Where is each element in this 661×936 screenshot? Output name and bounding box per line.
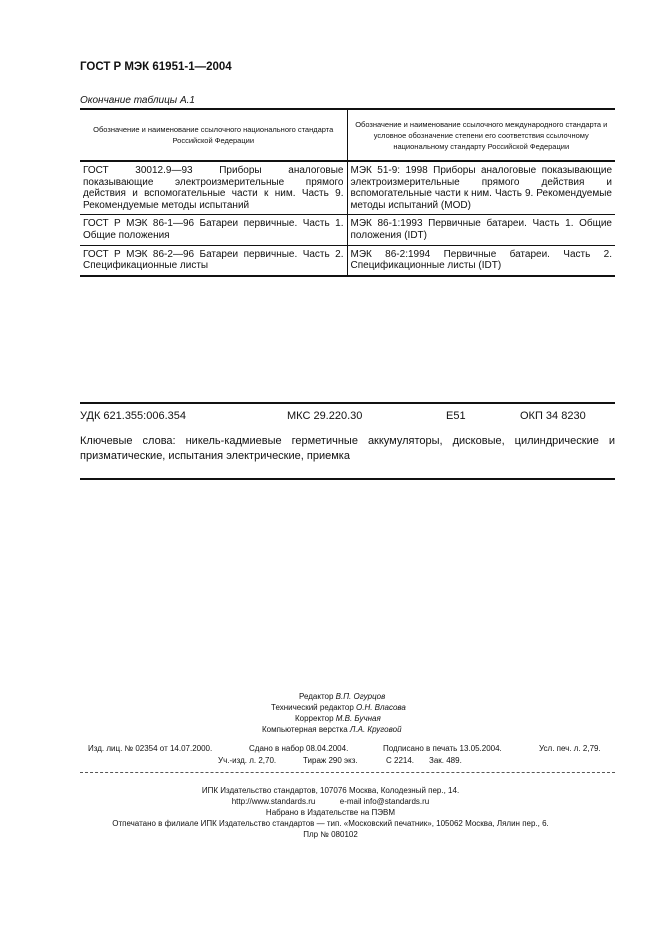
international-standard-cell: МЭК 86-1:1993 Первичные батареи. Часть 1. Общие положения (IDT) (347, 215, 615, 245)
publisher-email: e-mail info@standards.ru (339, 797, 430, 806)
set-date: Сдано в набор 08.04.2004. (249, 744, 349, 753)
table-row (80, 245, 615, 276)
publishing-divider (80, 772, 615, 773)
okp-code: ОКП 34 8230 (520, 410, 586, 422)
typeset-note: Набрано в Издательстве на ПЭВМ (265, 808, 396, 817)
credit-name: О.Н. Власова (356, 703, 406, 712)
udk-code: УДК 621.355:006.354 (80, 410, 186, 422)
table-row (80, 215, 615, 245)
credit-name: Л.А. Круговой (349, 725, 402, 734)
national-standard-cell: ГОСТ 30012.9—93 Приборы аналоговые показывающие электроизмерительные прямого действия и вспомогательные части к ним. Часть 9. Рекомендуемые методы испытаний (80, 161, 347, 215)
credit-name: В.П. Огурцов (335, 692, 386, 701)
classification-divider (80, 402, 615, 404)
print-sheets: Усл. печ. л. 2,79. (539, 744, 601, 753)
credit-layout (262, 725, 402, 734)
header-international-standard: Обозначение и наименование ссылочного международного стандарта и условное обозначение степени его соответствия ссылочному национальному стандарту Российской Федерации (347, 109, 615, 161)
credit-role: Редактор (299, 692, 334, 701)
credit-name: М.В. Бучная (335, 714, 381, 723)
license-info: Изд. лиц. № 02354 от 14.07.2000. (88, 744, 213, 753)
credit-editor (299, 692, 385, 701)
table-caption: Окончание таблицы А.1 (80, 95, 195, 106)
credit-tech-editor (271, 703, 406, 712)
international-standard-cell: МЭК 86-2:1994 Первичные батареи. Часть 2. Спецификационные листы (IDT) (347, 245, 615, 276)
table-header-row (80, 109, 615, 161)
printing-note: Отпечатано в филиале ИПК Издательство стандартов — тип. «Московский печатник», 105062 Москва, Лялин пер., 6. (112, 819, 549, 828)
international-standard-cell: МЭК 51-9: 1998 Приборы аналоговые показывающие электроизмерительные прямого действия и вспомогательные части к ним. Часть 9. Рекомендуемые методы испытаний (MOD) (347, 161, 615, 215)
national-standard-cell: ГОСТ Р МЭК 86-1—96 Батареи первичные. Часть 1. Общие положения (80, 215, 347, 245)
publisher-contacts (0, 797, 661, 806)
document-code: ГОСТ Р МЭК 61951-1—2004 (80, 61, 232, 73)
publisher-address: ИПК Издательство стандартов, 107076 Москва, Колодезный пер., 14. (201, 786, 460, 795)
pub-sheets: Уч.-изд. л. 2,70. (218, 756, 277, 765)
printing-license: Плр № 080102 (303, 830, 358, 839)
print-date: Подписано в печать 13.05.2004. (383, 744, 502, 753)
keywords: Ключевые слова: никель-кадмиевые герметичные аккумуляторы, дисковые, цилиндрические и призматические, испытания электрические, приемка (80, 435, 615, 462)
credit-role: Компьютерная верстка (262, 725, 348, 734)
credit-corrector (295, 714, 381, 723)
e-code: Е51 (446, 410, 466, 422)
mks-code: МКС 29.220.30 (287, 410, 363, 422)
table-row (80, 161, 615, 215)
circulation: Тираж 290 экз. (303, 756, 358, 765)
order-number: Зак. 489. (429, 756, 462, 765)
credit-role: Корректор (295, 714, 334, 723)
credit-role: Технический редактор (271, 703, 354, 712)
reference-standards-table (80, 108, 615, 277)
header-national-standard: Обозначение и наименование ссылочного национального стандарта Российской Федерации (80, 109, 347, 161)
order-c: С 2214. (386, 756, 415, 765)
keywords-divider (80, 478, 615, 480)
national-standard-cell: ГОСТ Р МЭК 86-2—96 Батареи первичные. Часть 2. Спецификационные листы (80, 245, 347, 276)
publisher-url: http://www.standards.ru (231, 797, 316, 806)
